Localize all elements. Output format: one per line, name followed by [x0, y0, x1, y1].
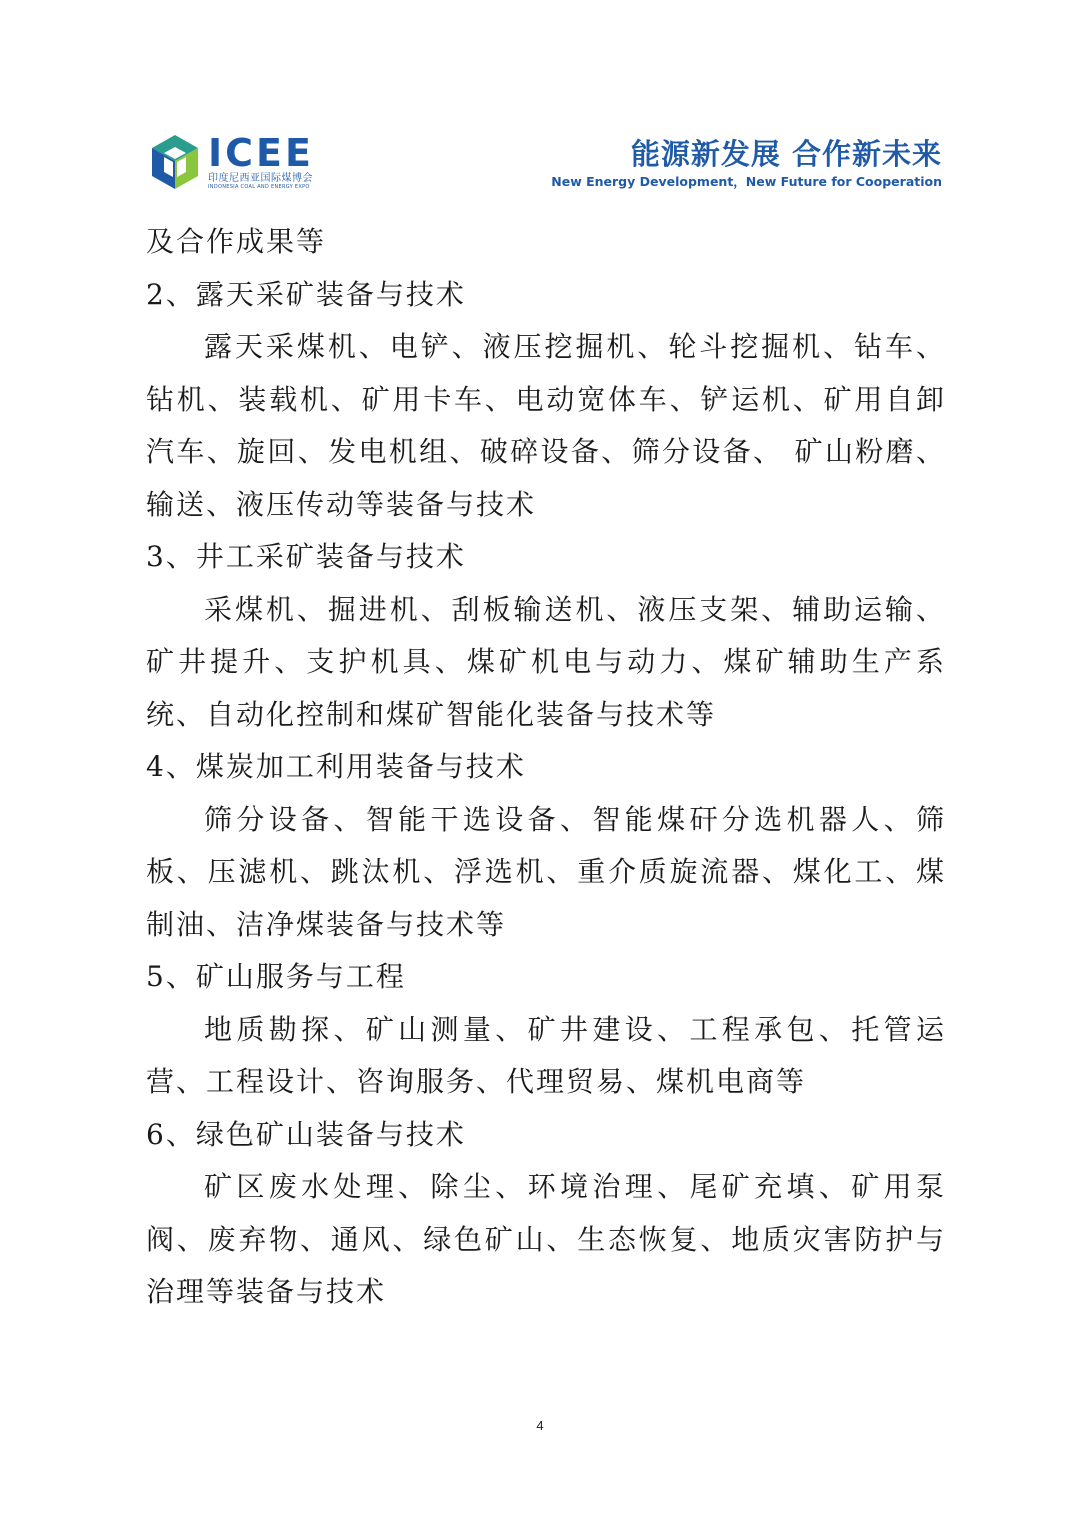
paragraph-open-pit: 露天采煤机、电铲、液压挖掘机、轮斗挖掘机、钻车、钻机、装载机、矿用卡车、电动宽体车、铲运机、矿用自卸汽车、旋回、发电机组、破碎设备、筛分设备、 矿山粉磨、输送、液压传动等装备与技术: [146, 330, 946, 521]
slogan-chinese: 能源新发展 合作新未来: [630, 137, 942, 171]
paragraph-coal-processing: 筛分设备、智能干选设备、智能煤矸分选机器人、筛板、压滤机、跳汰机、浮选机、重介质旋流器、煤化工、煤制油、洁净煤装备与技术等: [146, 802, 946, 941]
paragraph-mining-services: 地质勘探、矿山测量、矿井建设、工程承包、托管运营、工程设计、咨询服务、代理贸易、煤机电商等: [146, 1012, 946, 1098]
paragraph-underground: 采煤机、掘进机、刮板输送机、液压支架、辅助运输、矿井提升、支护机具、煤矿机电与动力、煤矿辅助生产系统、自动化控制和煤矿智能化装备与技术等: [146, 592, 946, 731]
icee-logo-icon: [146, 133, 204, 191]
logo-text: [208, 131, 314, 190]
section-heading-mining-services: 5、矿山服务与工程: [146, 960, 406, 993]
logo-chinese-name: 印度尼西亚国际煤博会: [208, 173, 313, 184]
paragraph-continuation: 及合作成果等: [146, 225, 327, 258]
section-heading-open-pit: 2、露天采矿装备与技术: [146, 277, 466, 311]
section-heading-coal-processing: 4、煤炭加工利用装备与技术: [146, 750, 526, 783]
document-body: [146, 216, 946, 1319]
section-heading-underground: 3、井工采矿装备与技术: [146, 540, 466, 573]
page-header: [0, 0, 1080, 200]
logo-english-name: INDONESIA COAL AND ENERGY EXPO: [208, 184, 310, 190]
slogan-english: New Energy Development，New Future for Cooperation: [551, 174, 942, 189]
page-number: 4: [536, 1418, 544, 1433]
slogan: [551, 136, 942, 190]
paragraph-green-mining: 矿区废水处理、除尘、环境治理、尾矿充填、矿用泵阀、废弃物、通风、绿色矿山、生态恢复、地质灾害防护与治理等装备与技术: [146, 1170, 946, 1308]
logo-name: ICEE: [208, 131, 314, 175]
section-heading-green-mining: 6、绿色矿山装备与技术: [146, 1117, 466, 1151]
